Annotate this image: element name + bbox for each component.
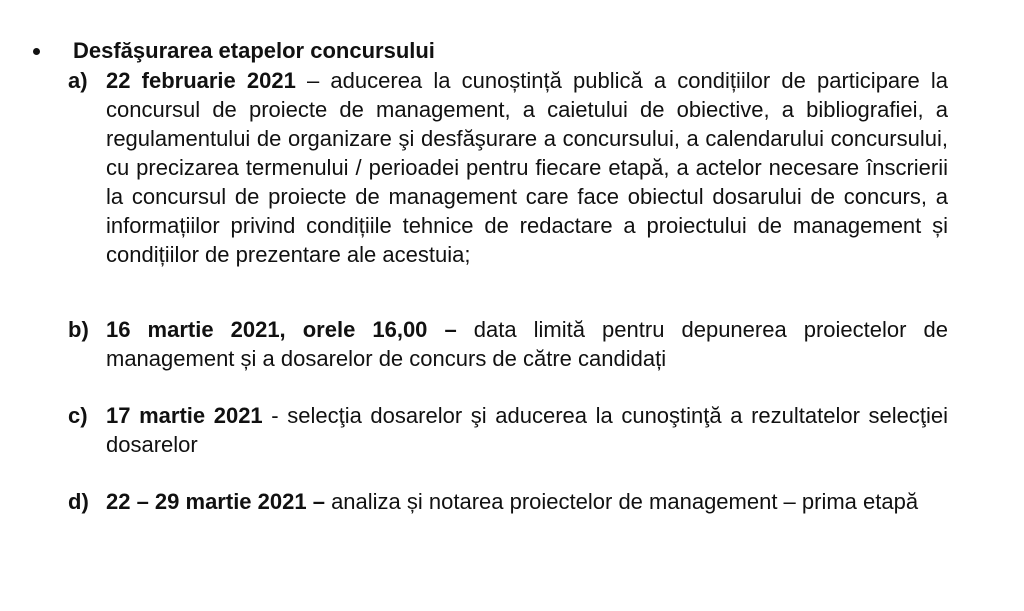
item-description: data limită pentru depunerea proiectelor de management și a dosarelor de concurs de către candidați <box>106 317 948 371</box>
item-label: c) <box>68 403 88 428</box>
item-date: 16 martie 2021, orele 16,00 – <box>106 317 457 342</box>
item-date: 22 februarie 2021 <box>106 68 296 93</box>
item-label: a) <box>68 68 88 93</box>
item-text <box>106 315 948 373</box>
list-item-b <box>68 315 948 373</box>
item-description: analiza și notarea proiectelor de management – prima etapă <box>324 489 919 514</box>
item-label: b) <box>68 317 89 342</box>
item-description: - selecţia dosarelor şi aducerea la cunoştinţă a rezultatelor selecţiei dosarelor <box>106 403 949 457</box>
list-item-d <box>68 487 948 516</box>
item-date: 17 martie 2021 <box>106 403 263 428</box>
item-text <box>106 66 948 269</box>
item-label: d) <box>68 489 89 514</box>
bullet-icon <box>33 48 40 55</box>
item-text <box>106 487 948 516</box>
section-heading-row <box>30 36 435 66</box>
list-item-a <box>68 66 948 269</box>
section-heading: Desfăşurarea etapelor concursului <box>73 38 435 63</box>
item-date: 22 – 29 martie 2021 – <box>106 489 325 514</box>
item-text <box>106 401 948 459</box>
item-description: – aducerea la cunoștință publică a condițiilor de participare la concursul de proiecte de management, a caietului de obiective, a bibliografiei, a regulamentului de organizare şi desfăşurare a concursului, a calendarului concursului, cu precizarea termenului / perioadei pentru fiecare etapă, a actelor necesare înscrierii la concursul de proiecte de management care face obiectul dosarului de concurs, a informațiilor privind condițiile tehnice de redactare a proiectului de management și condițiilor de prezentare ale acestuia; <box>106 68 949 267</box>
list-item-c <box>68 401 948 459</box>
